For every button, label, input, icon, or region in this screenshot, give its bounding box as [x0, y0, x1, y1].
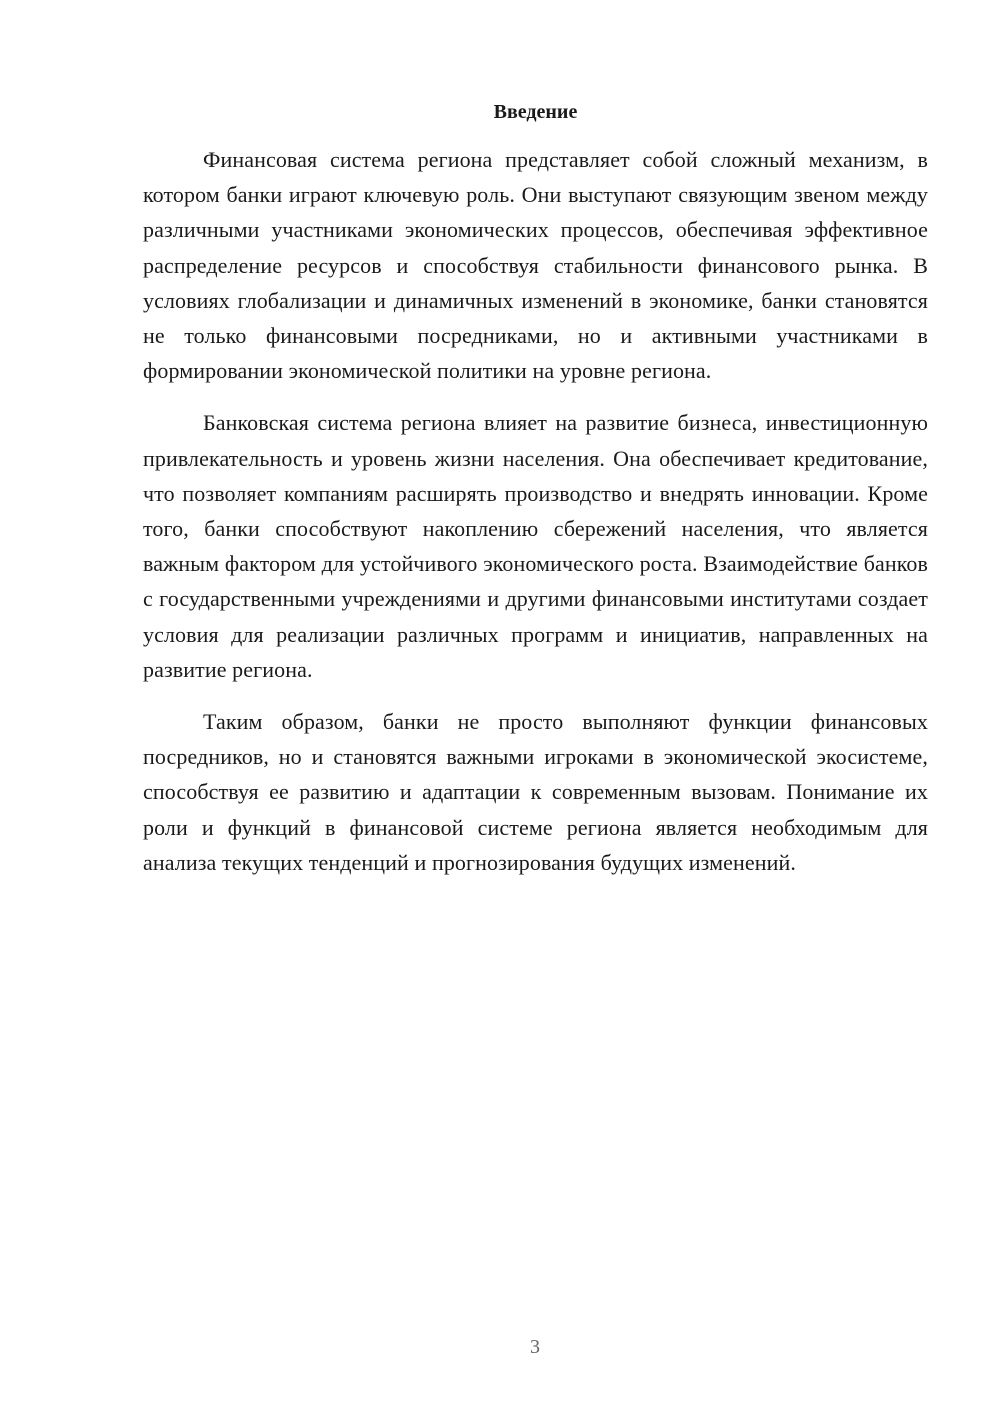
page-number: 3 [530, 1336, 540, 1358]
body-text [143, 142, 928, 897]
paragraph-3: Таким образом, банки не просто выполняют функции финансовых посредников, но и становятся важными игроками в экономической экосистеме, способствуя ее развитию и адаптации к современным вызовам. Понимание их роли и функций в финансовой системе региона является необходимым для анализа текущих тенденций и прогнозирования будущих изменений. [143, 709, 928, 875]
paragraph-1: Финансовая система региона представляет собой сложный механизм, в котором банки играют ключевую роль. Они выступают связующим звеном между различными участниками экономических процессов, обеспечивая эффективное распределение ресурсов и способствуя стабильности финансового рынка. В условиях глобализации и динамичных изменений в экономике, банки становятся не только финансовыми посредниками, но и активными участниками в формировании экономической политики на уровне региона. [143, 147, 928, 384]
section-heading: Введение [493, 101, 578, 123]
paragraph-2: Банковская система региона влияет на развитие бизнеса, инвестиционную привлекательность и уровень жизни населения. Она обеспечивает кредитование, что позволяет компаниям расширять производство и внедрять инновации. Кроме того, банки способствуют накоплению сбережений населения, что является важным фактором для устойчивого экономического роста. Взаимодействие банков с государственными учреждениями и другими финансовыми институтами создает условия для реализации различных программ и инициатив, направленных на развитие региона. [143, 410, 928, 682]
